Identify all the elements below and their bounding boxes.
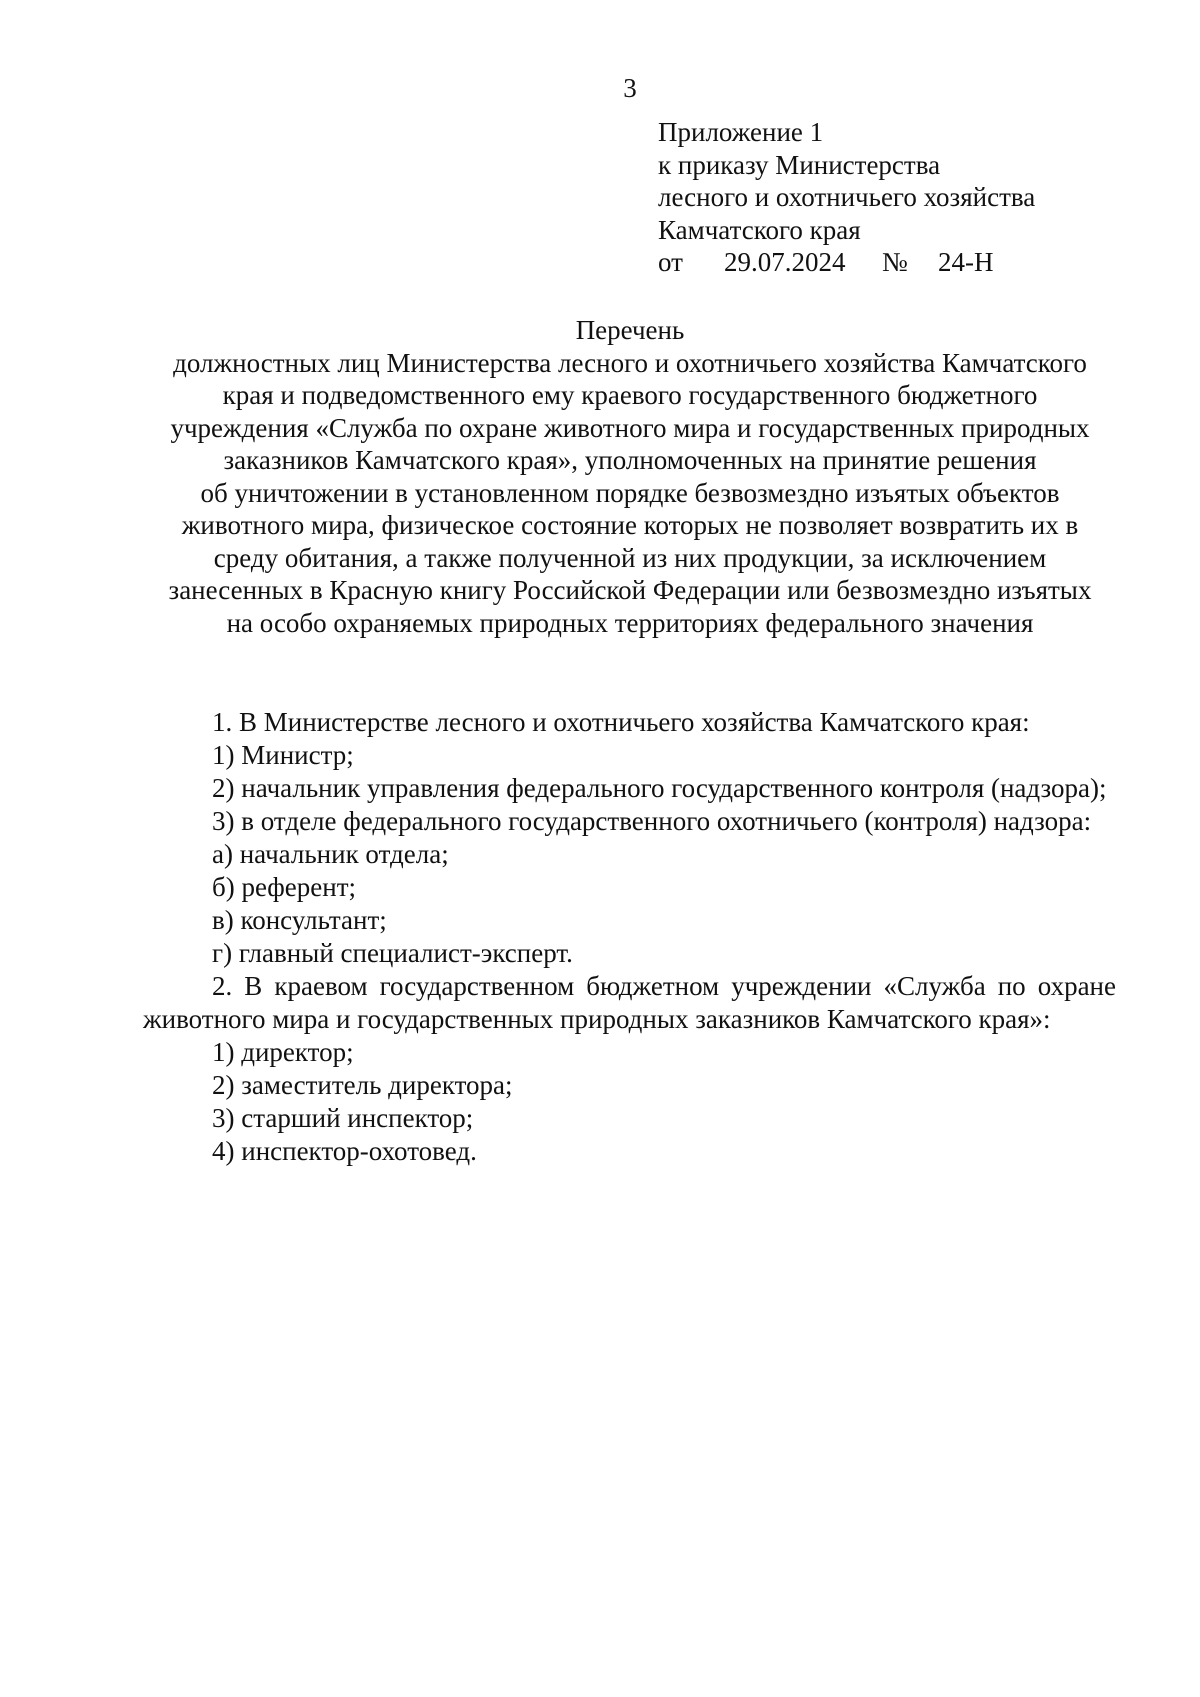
document-heading: Перечень <box>575 315 685 345</box>
appendix-line-region: Камчатского края <box>658 214 861 245</box>
order-from-label: от <box>658 247 683 277</box>
appendix-title: Приложение 1 <box>658 117 824 147</box>
section-1-subitem: а) начальник отдела; <box>212 839 449 869</box>
order-number-sign: № <box>882 247 908 277</box>
title-line: занесенных в Красную книгу Российской Федерации или безвозмездно изъятых <box>168 575 1092 605</box>
document-title-block <box>130 314 1130 639</box>
order-date-number-line <box>658 246 1035 279</box>
section-1-heading: 1. В Министерстве лесного и охотничьего хозяйства Камчатского края: <box>212 707 1030 737</box>
section-1-item-2: 2) начальник управления федерального государственного контроля (надзора); <box>212 773 1107 803</box>
section-2-item: 3) старший инспектор; <box>212 1103 474 1133</box>
title-line: на особо охраняемых природных территориях федерального значения <box>226 607 1034 638</box>
appendix-line-order: к приказу Министерства <box>658 149 941 180</box>
title-line: животного мира, физическое состояние которых не позволяет возвратить их в <box>181 510 1079 540</box>
appendix-line-ministry: лесного и охотничьего хозяйства <box>658 182 1036 212</box>
section-1-subitem: в) консультант; <box>212 905 387 935</box>
section-2-heading: 2. В краевом государственном бюджетном учреждении «Служба по охране животного мира и государственных природных заказников Камчатского края»: <box>143 971 1116 1034</box>
title-line: края и подведомственного ему краевого государственного бюджетного <box>222 380 1038 410</box>
order-date: 29.07.2024 <box>724 247 846 277</box>
section-2-item: 2) заместитель директора; <box>212 1070 513 1100</box>
order-number: 24-Н <box>938 247 994 277</box>
page-number: 3 <box>623 73 637 103</box>
section-1-item-3: 3) в отделе федерального государственного охотничьего (контроля) надзора: <box>212 806 1092 836</box>
title-line: заказников Камчатского края», уполномоченных на принятие решения <box>223 445 1037 475</box>
title-line: должностных лиц Министерства лесного и охотничьего хозяйства Камчатского <box>173 347 1087 378</box>
section-2-item: 1) директор; <box>212 1037 354 1067</box>
section-1-item-1: 1) Министр; <box>212 740 354 770</box>
section-1-subitem: б) референт; <box>212 872 357 902</box>
section-1-subitem: г) главный специалист-эксперт. <box>212 938 573 968</box>
title-line: учреждения «Служба по охране животного мира и государственных природных <box>170 412 1090 443</box>
section-2-item: 4) инспектор-охотовед. <box>212 1136 477 1166</box>
title-line: об уничтожении в установленном порядке безвозмездно изъятых объектов <box>200 477 1060 508</box>
appendix-approval-block <box>658 116 1035 279</box>
title-line: среду обитания, а также полученной из них продукции, за исключением <box>213 542 1047 573</box>
officials-list <box>143 706 1116 1168</box>
